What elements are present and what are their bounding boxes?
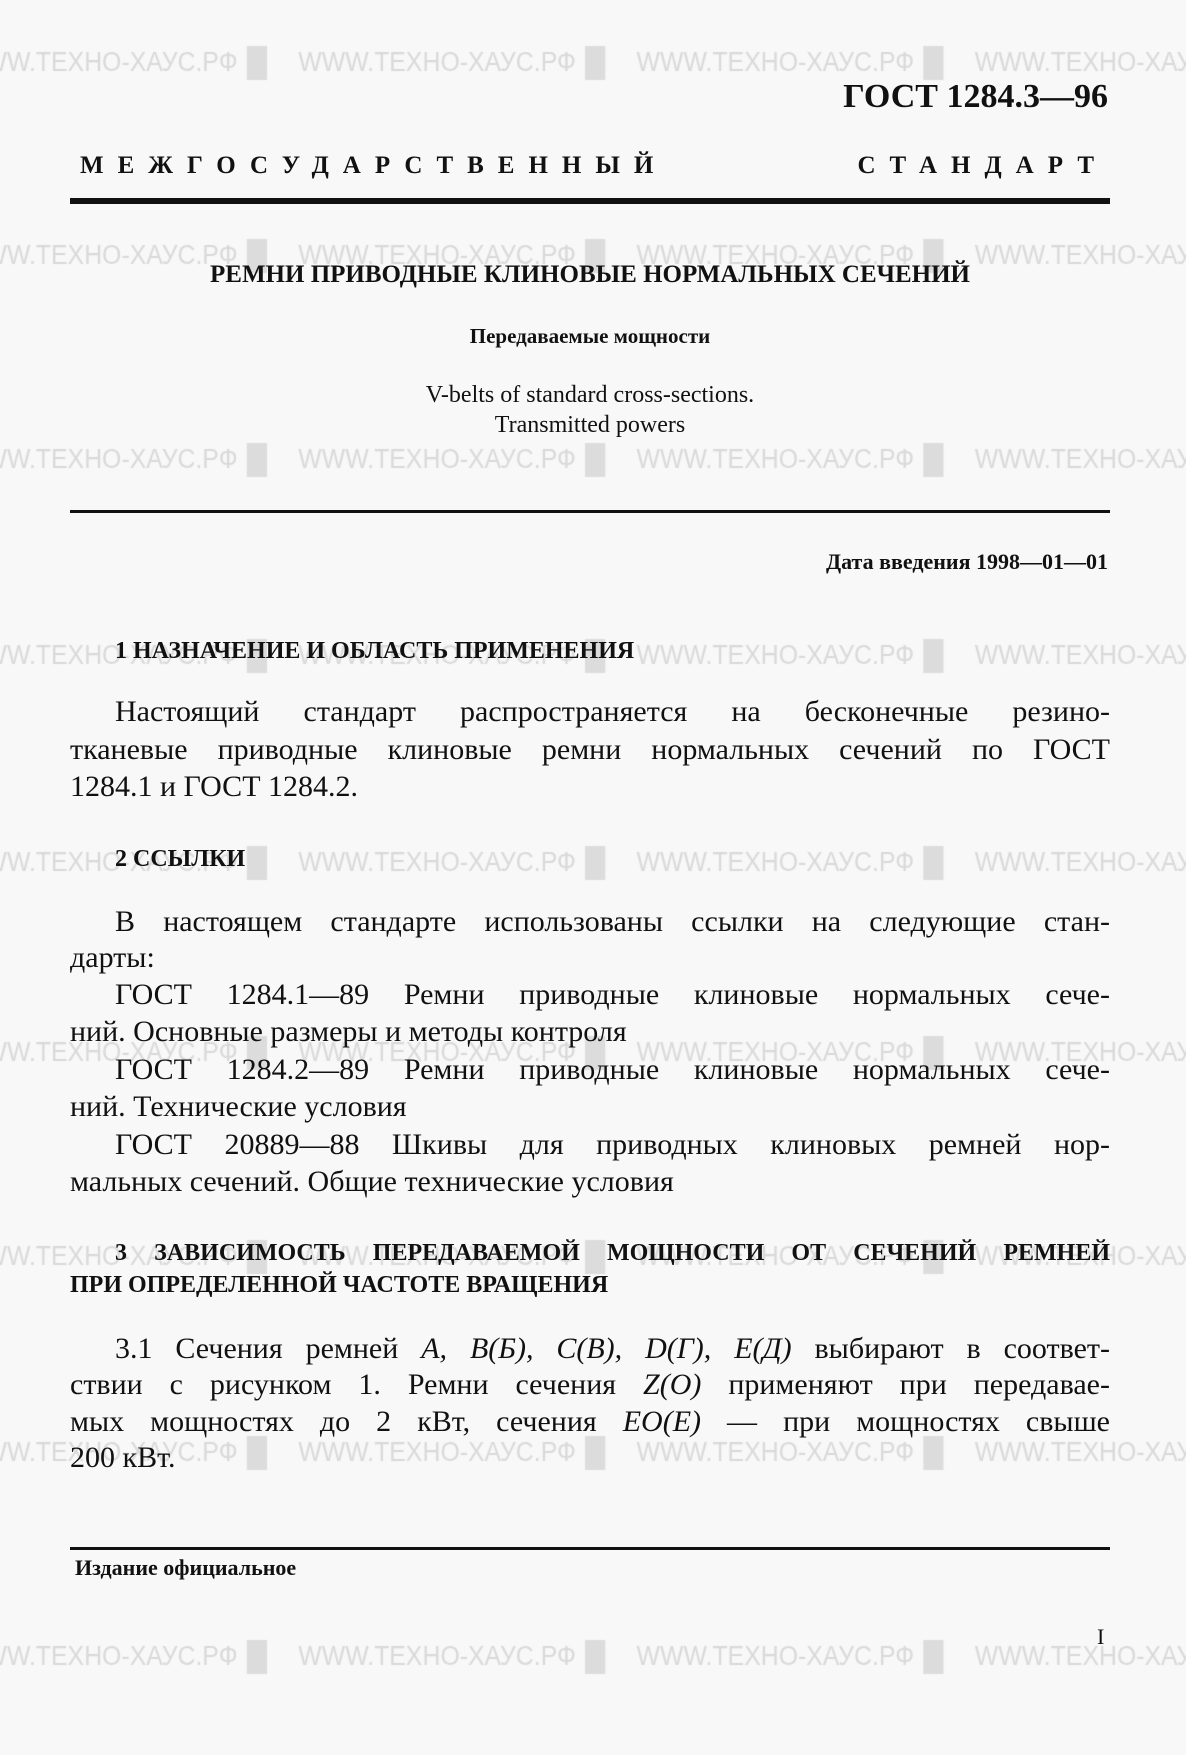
section-designations: A, B(Б), C(B), D(Г), E(Д) [421,1332,792,1365]
page-number: I [1097,1624,1105,1649]
text-line: В настоящем стандарте использованы ссылки на следующие стан- [115,905,1110,938]
footer-rule [70,1547,1110,1550]
text-line: ний. Технические условия [70,1090,407,1123]
english-title-line: V-belts of standard cross-sections. [425,382,755,408]
standard-type-word: СТАНДАРТ [857,152,1108,179]
text-segment: применяют при передавае- [701,1368,1110,1401]
text-line: ний. Основные размеры и методы контроля [70,1015,627,1048]
document-subtitle: Передаваемые мощности [469,324,711,348]
standard-type-word: МЕЖГОСУДАРСТВЕННЫЙ [80,152,668,179]
text-segment: ствии с рисунком 1. Ремни сечения [70,1368,644,1401]
text-line: 200 кВт. [70,1441,176,1474]
text-line: мальных сечений. Общие технические условия [70,1165,674,1198]
text-line: тканевые приводные клиновые ремни нормальных сечений по ГОСТ [70,733,1110,766]
header-rule [70,198,1110,204]
section-heading: 3 ЗАВИСИМОСТЬ ПЕРЕДАВАЕМОЙ МОЩНОСТИ ОТ СЕЧЕНИЙ РЕМНЕЙ [115,1240,1110,1266]
title-rule [70,510,1110,513]
text-line: Настоящий стандарт распространяется на бесконечные резино- [115,695,1110,728]
text-line: ГОСТ 20889—88 Шкивы для приводных клиновых ремней нор- [115,1128,1110,1161]
text-segment: выбирают в соответ- [791,1332,1111,1365]
section-heading: 2 ССЫЛКИ [115,846,246,872]
text-line: ГОСТ 1284.2—89 Ремни приводные клиновые нормальных сече- [115,1053,1110,1086]
text-line [70,1368,1110,1402]
text-line [70,1405,1110,1439]
text-segment: мых мощностях до 2 кВт, сечения [70,1405,623,1438]
document-title: РЕМНИ ПРИВОДНЫЕ КЛИНОВЫЕ НОРМАЛЬНЫХ СЕЧЕНИЙ [210,261,970,288]
section-heading: ПРИ ОПРЕДЕЛЕННОЙ ЧАСТОТЕ ВРАЩЕНИЯ [70,1272,609,1298]
text-line: дарты: [70,941,155,974]
text-line [115,1332,1110,1366]
text-line: 1284.1 и ГОСТ 1284.2. [70,770,359,803]
text-segment: 3.1 Сечения ремней [115,1332,422,1365]
official-edition-label: Издание официальное [75,1555,297,1580]
section-designation: EO(E) [622,1405,702,1438]
english-title-line: Transmitted powers [494,412,686,438]
text-line: ГОСТ 1284.1—89 Ремни приводные клиновые нормальных сече- [115,978,1110,1011]
section-designation: Z(O) [643,1368,702,1401]
standard-code: ГОСТ 1284.3—96 [843,78,1108,115]
standard-type [80,152,1108,180]
effective-date: Дата введения 1998—01—01 [825,549,1108,574]
text-segment: — при мощностях свыше [701,1405,1110,1438]
section-heading: 1 НАЗНАЧЕНИЕ И ОБЛАСТЬ ПРИМЕНЕНИЯ [115,638,635,664]
